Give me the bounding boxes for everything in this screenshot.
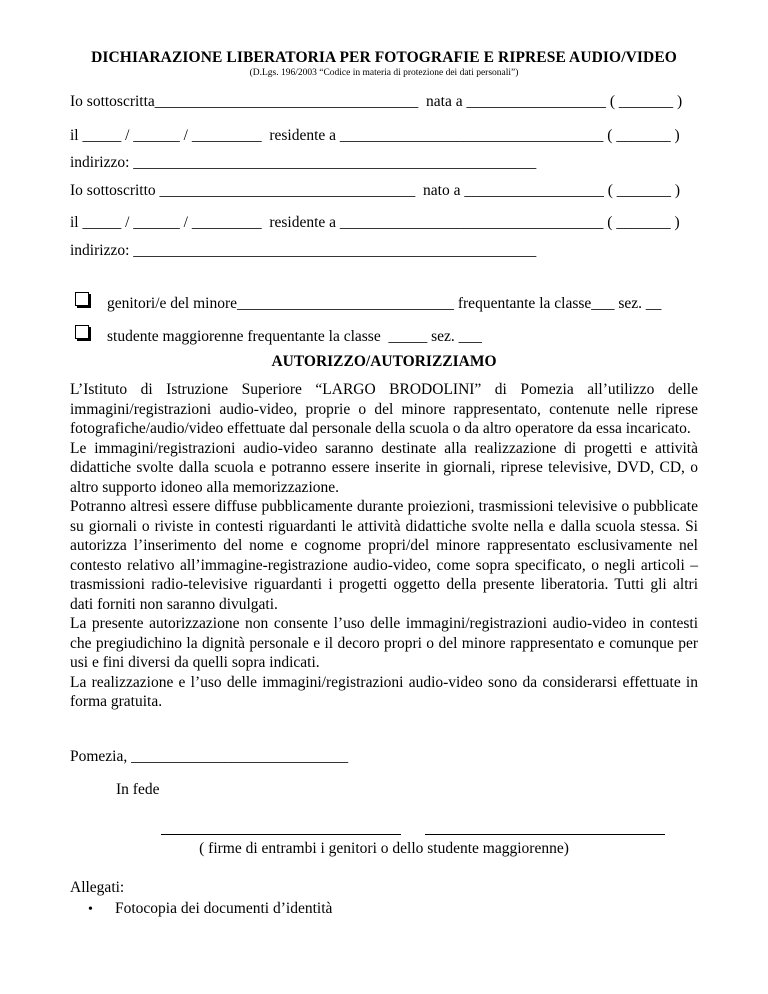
body-paragraph: L’Istituto di Istruzione Superiore “LARGO BRODOLINI” di Pomezia all’utilizzo delle immagini/registrazioni audio-video, proprie o del minore rappresentato, contenute nelle riprese fotografiche/audio/video effettuate dal personale della scuola o da altro operatore da essa incaricato. xyxy=(70,381,698,437)
signature-caption: ( firme di entrambi i genitori o dello studente maggiorenne) xyxy=(199,840,569,857)
form-line-birth-residence-1[interactable]: il _____ / ______ / _________ residente a __________________________________ ( _______ ) xyxy=(70,127,680,144)
body-paragraph: La realizzazione e l’uso delle immagini/registrazioni audio-video sono da considerarsi effettuate in forma gratuita. xyxy=(70,673,698,710)
checkbox-parents[interactable] xyxy=(75,292,89,306)
body-paragraph: La presente autorizzazione non consente l’uso delle immagini/registrazioni audio-video in contesti che pregiudichino la dignità personale e il decoro propri o del minore rappresentato e comunque per usi e fini diversi da quelli sopra indicati. xyxy=(70,615,698,671)
option-student-label: studente maggiorenne frequentante la classe _____ sez. ___ xyxy=(107,328,482,345)
signature-line-2[interactable] xyxy=(425,834,665,835)
authorization-body xyxy=(70,380,698,712)
body-paragraph: Potranno altresì essere diffuse pubblicamente durante proiezioni, trasmissioni televisive o pubblicate su giornali o riviste in contesti riguardanti le attività didattiche svolte nella e dalla scuola stessa. Si autorizza l’inserimento del nome e cognome propri/del minore rappresentato esclusivamente nel contesto relativo all’immagine-registrazione audio-video, come sopra specificato, o negli articoli – trasmissioni radio-televisive riguardanti i progetti oggetto della presente liberatoria. Tutti gli altri dati forniti non saranno divulgati. xyxy=(70,498,698,613)
in-fede-label: In fede xyxy=(116,781,160,798)
form-line-address-2[interactable]: indirizzo: ____________________________________________________ xyxy=(70,242,537,259)
form-line-signer-female[interactable]: Io sottoscritta__________________________________ nata a __________________ ( _______ ) xyxy=(70,93,683,110)
authorization-heading: AUTORIZZO/AUTORIZZIAMO xyxy=(271,353,497,370)
place-date-line[interactable]: Pomezia, ____________________________ xyxy=(70,748,349,765)
checkbox-student[interactable] xyxy=(75,325,89,339)
attachments-label: Allegati: xyxy=(70,879,125,896)
bullet-icon: • xyxy=(88,902,93,917)
form-line-address-1[interactable]: indirizzo: ____________________________________________________ xyxy=(70,154,537,171)
document-title: DICHIARAZIONE LIBERATORIA PER FOTOGRAFIE E RIPRESE AUDIO/VIDEO xyxy=(91,49,677,66)
body-paragraph: Le immagini/registrazioni audio-video saranno destinate alla realizzazione di progetti e attività didattiche svolte dalla scuola e potranno essere inserite in giornali, riprese televisive, DVD, CD, o altro supporto idoneo alla memorizzazione. xyxy=(70,439,698,496)
form-line-birth-residence-2[interactable]: il _____ / ______ / _________ residente a __________________________________ ( _______ ) xyxy=(70,214,680,231)
option-parents-label: genitori/e del minore____________________________ frequentante la classe___ sez. __ xyxy=(107,295,662,312)
form-line-signer-male[interactable]: Io sottoscritto _________________________________ nato a __________________ ( _______ ) xyxy=(70,182,681,199)
document-subtitle: (D.Lgs. 196/2003 “Codice in materia di protezione dei dati personali”) xyxy=(249,68,519,78)
attachment-item: Fotocopia dei documenti d’identità xyxy=(115,900,333,917)
signature-line-1[interactable] xyxy=(161,834,401,835)
